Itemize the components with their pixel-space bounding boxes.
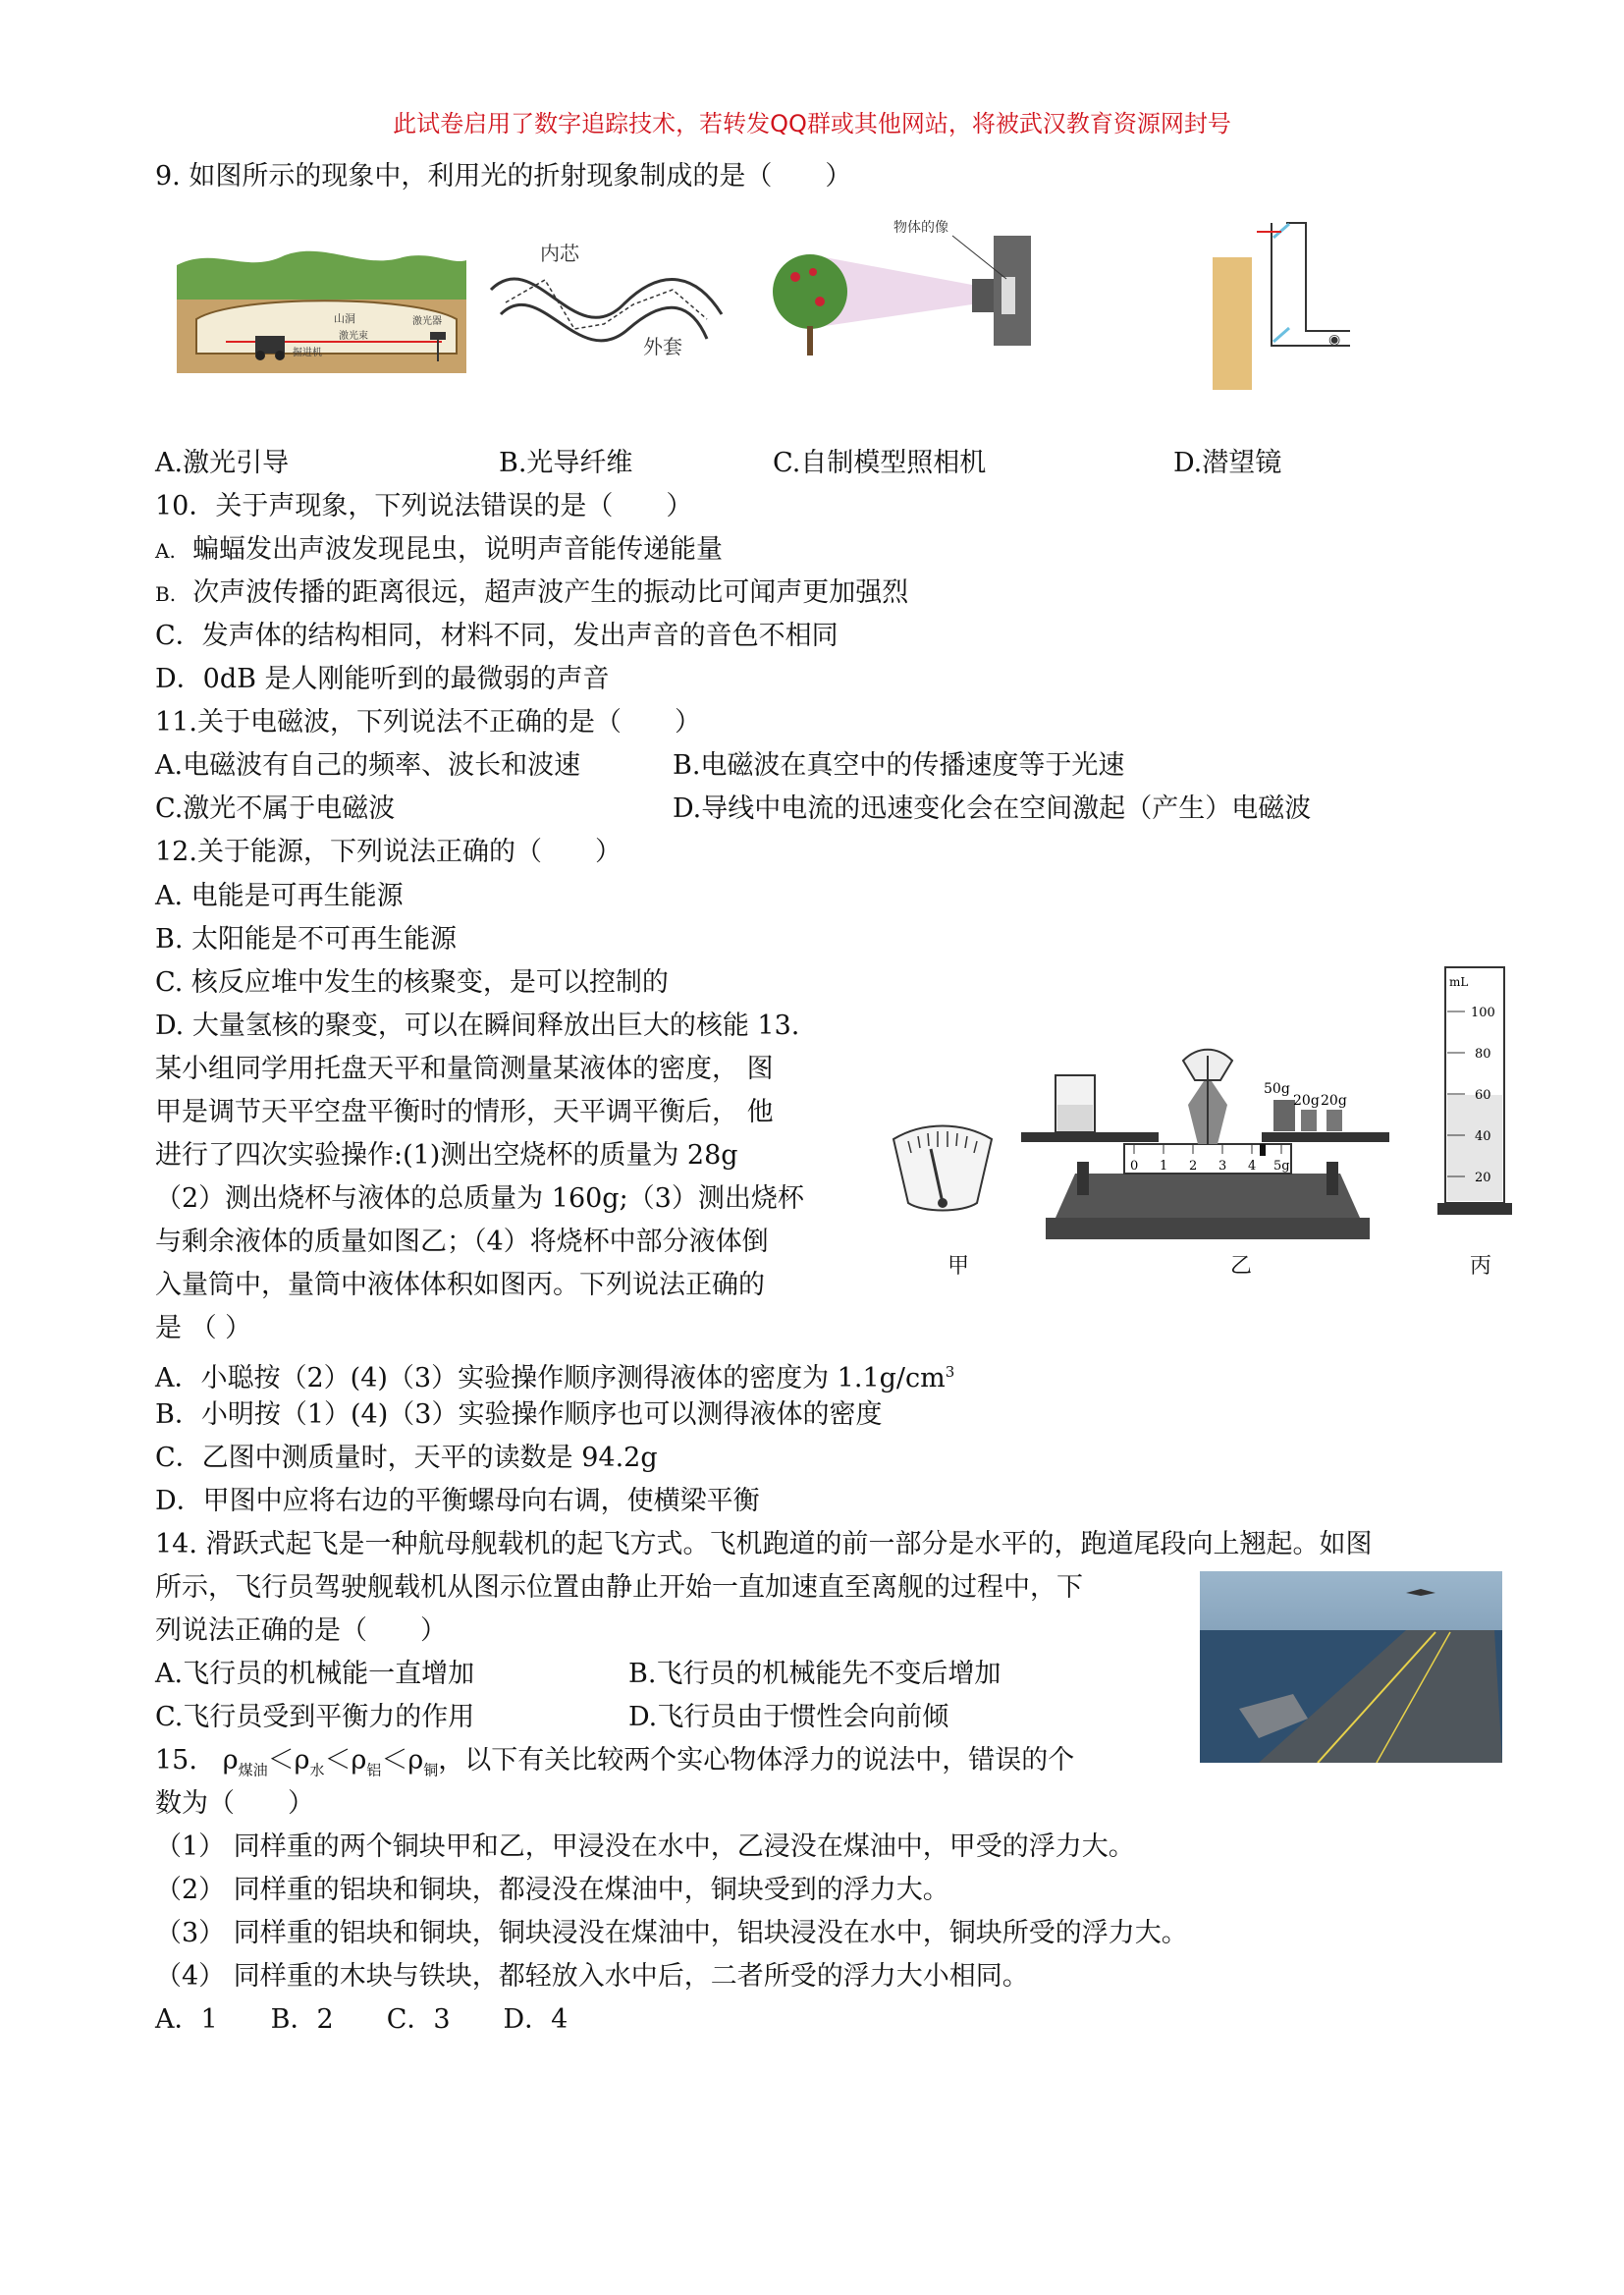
- graduated-cylinder-figure: [1435, 962, 1514, 1228]
- q11-stem: 11.关于电磁波，下列说法不正确的是（ ）: [155, 707, 701, 738]
- q11-option-c: C.激光不属于电磁波: [155, 793, 396, 824]
- q10-option-c: C．发声体的结构相同，材料不同，发出声音的音色不相同: [155, 621, 839, 651]
- q13-option-c: C．乙图中测质量时，天平的读数是 94.2g: [155, 1443, 658, 1473]
- rho-coal-oil: ρ: [222, 1745, 239, 1776]
- tracking-warning-banner: 此试卷启用了数字追踪技术，若转发QQ群或其他网站，将被武汉教育资源网封号: [393, 110, 1231, 137]
- q15-stem-line-2: 数为（ ）: [155, 1788, 314, 1819]
- rho-copper-sub: 铜: [423, 1761, 439, 1779]
- ruler-tick-3: 3: [1218, 1159, 1227, 1174]
- q9-stem: 9. 如图所示的现象中，利用光的折射现象制成的是（ ）: [155, 161, 852, 191]
- q13-option-d: D．甲图中应将右边的平衡螺母向右调，使横梁平衡: [155, 1486, 760, 1516]
- q15-statement-3: （3） 同样重的铝块和铜块，铜块浸没在煤油中，铝块浸没在水中，铜块所受的浮力大。: [155, 1918, 1188, 1948]
- q10-option-d: D．0dB 是人刚能听到的最微弱的声音: [155, 664, 610, 694]
- q11-option-b: B.电磁波在真空中的传播速度等于光速: [673, 750, 1125, 781]
- balance-pointer-figure: [884, 1120, 1001, 1237]
- laser-device-shape: [430, 332, 446, 340]
- q14-stem-line-3: 列说法正确的是（ ）: [155, 1615, 447, 1646]
- q15-statement-1: （1） 同样重的两个铜块甲和乙，甲浸没在水中，乙浸没在煤油中，甲受的浮力大。: [155, 1831, 1135, 1862]
- q10-option-b-text: 次声波传播的距离很远，超声波产生的振动比可闻声更加强烈: [192, 577, 909, 608]
- right-pan: [1262, 1132, 1389, 1142]
- tunnel-machine-label: 掘进机: [293, 348, 322, 358]
- q15-statement-4: （4） 同样重的木块与铁块，都轻放入水中后，二者所受的浮力大小相同。: [155, 1961, 1029, 1992]
- q14-option-c: C.飞行员受到平衡力的作用: [155, 1702, 475, 1732]
- q12-stem: 12.关于能源，下列说法正确的（ ）: [155, 837, 622, 867]
- optical-fiber-figure: [486, 236, 731, 363]
- figure-jia-label: 甲: [947, 1254, 970, 1279]
- q13-line-7: 是 （ ）: [155, 1313, 252, 1343]
- q15-stem-tail: ，以下有关比较两个实心物体浮力的说法中，错误的个: [438, 1745, 1075, 1776]
- q13-option-a-exponent: 3: [945, 1363, 955, 1381]
- q10-option-a-letter: A.: [155, 539, 176, 563]
- cylinder-tick-100: 100: [1471, 1006, 1495, 1020]
- wall-shape: [1213, 257, 1252, 390]
- q9-option-b: B.光导纤维: [499, 448, 633, 478]
- rho-coal-oil-sub: 煤油: [238, 1761, 268, 1779]
- q12-option-a: A. 电能是可再生能源: [155, 881, 404, 911]
- q14-option-b: B.飞行员的机械能先不变后增加: [628, 1659, 1001, 1689]
- rho-water: ρ: [294, 1745, 310, 1776]
- tree-shape: [773, 254, 847, 329]
- cylinder-tick-80: 80: [1475, 1047, 1491, 1062]
- less-than-3: ＜: [381, 1745, 408, 1776]
- q14-stem-line-2: 所示，飞行员驾驶舰载机从图示位置由静止开始一直加速直至离舰的过程中，下: [155, 1572, 1083, 1603]
- q13-option-b: B．小明按（1）(4)（3）实验操作顺序也可以测得液体的密度: [155, 1399, 883, 1430]
- figure-yi-label: 乙: [1230, 1254, 1253, 1279]
- less-than-2: ＜: [324, 1745, 352, 1776]
- q15-stem-line-1: [155, 1741, 1074, 1789]
- weight-50g: [1273, 1100, 1295, 1131]
- q9-option-d: D.潜望镜: [1173, 448, 1282, 478]
- aircraft-carrier-photo: [1200, 1571, 1502, 1763]
- tunnel-laser-device-label: 激光器: [412, 316, 442, 327]
- q13-line-1: 某小组同学用托盘天平和量筒测量某液体的密度， 图: [155, 1054, 774, 1084]
- rho-copper: ρ: [407, 1745, 424, 1776]
- q13-line-5: 与剩余液体的质量如图乙；（4）将烧杯中部分液体倒: [155, 1227, 769, 1257]
- q15-number: 15.: [155, 1745, 197, 1776]
- q10-option-b: [155, 574, 908, 614]
- q10-option-a: [155, 530, 723, 571]
- q10-stem: 10．关于声现象，下列说法错误的是（ ）: [155, 491, 693, 521]
- q13-line-4: （2）测出烧杯与液体的总质量为 160g;（3）测出烧杯: [155, 1183, 804, 1214]
- q12-option-d: D. 大量氢核的聚变，可以在瞬间释放出巨大的核能 13.: [155, 1011, 800, 1041]
- weight-20g-b: [1326, 1110, 1342, 1131]
- model-camera-figure: [766, 218, 1060, 365]
- tunnel-mountain-label: 山洞: [334, 312, 355, 325]
- ruler-tick-1: 1: [1160, 1159, 1168, 1174]
- tunnel-laser-figure: [177, 246, 466, 373]
- figure-bing-label: 丙: [1470, 1254, 1492, 1279]
- q13-line-3: 进行了四次实验操作:(1)测出空烧杯的质量为 28g: [155, 1140, 738, 1171]
- cylinder-unit-label: mL: [1449, 975, 1469, 989]
- left-pan: [1021, 1132, 1159, 1142]
- q13-line-2: 甲是调节天平空盘平衡时的情形，天平调平衡后， 他: [155, 1097, 774, 1127]
- eye-icon: ◉: [1328, 332, 1341, 348]
- q13-line-6: 入量筒中，量筒中液体体积如图丙。下列说法正确的: [155, 1270, 765, 1300]
- ruler-tick-5g: 5g: [1273, 1159, 1290, 1174]
- rho-water-sub: 水: [309, 1761, 325, 1779]
- rho-aluminum: ρ: [351, 1745, 367, 1776]
- periscope-figure: [1213, 218, 1360, 390]
- q14-option-d: D.飞行员由于惯性会向前倾: [628, 1702, 949, 1732]
- weight-50g-label: 50g: [1264, 1081, 1290, 1097]
- q13-option-a-text: A．小聪按（2）(4)（3）实验操作顺序测得液体的密度为 1.1g/cm: [155, 1363, 946, 1393]
- q10-option-b-letter: B.: [155, 582, 177, 606]
- q12-option-b: B. 太阳能是不可再生能源: [155, 924, 458, 955]
- q13-option-a: [155, 1352, 954, 1398]
- ruler-tick-4: 4: [1248, 1159, 1257, 1174]
- q11-option-a: A.电磁波有自己的频率、波长和波速: [155, 750, 581, 781]
- ruler-tick-2: 2: [1189, 1159, 1198, 1174]
- weight-20g-a: [1301, 1110, 1317, 1131]
- q15-options: A．1 B．2 C．3 D．4: [155, 2004, 568, 2035]
- q14-stem-line-1: 14. 滑跃式起飞是一种航母舰载机的起飞方式。飞机跑道的前一部分是水平的，跑道尾段向上翘起。如图: [155, 1529, 1373, 1559]
- q10-option-a-text: 蝙蝠发出声波发现昆虫，说明声音能传递能量: [191, 534, 723, 565]
- fiber-core-label: 内芯: [540, 242, 579, 265]
- ruler-tick-0: 0: [1130, 1159, 1139, 1174]
- balance-figure: [1006, 1046, 1409, 1242]
- weight-20g-label-a: 20g: [1293, 1093, 1320, 1109]
- q9-option-c: C.自制模型照相机: [773, 448, 987, 478]
- q15-statement-2: （2） 同样重的铝块和铜块，都浸没在煤油中，铜块受到的浮力大。: [155, 1875, 949, 1905]
- less-than-1: ＜: [267, 1745, 295, 1776]
- cylinder-tick-60: 60: [1475, 1088, 1491, 1103]
- camera-image-label: 物体的像: [893, 220, 948, 236]
- balance-beam-ruler: [1124, 1144, 1291, 1174]
- rider-shape: [1260, 1144, 1266, 1156]
- weight-20g-label-b: 20g: [1321, 1093, 1347, 1109]
- cylinder-tick-40: 40: [1475, 1129, 1491, 1144]
- fiber-cladding-label: 外套: [643, 335, 682, 358]
- rho-aluminum-sub: 铝: [366, 1761, 382, 1779]
- cylinder-tick-20: 20: [1475, 1171, 1491, 1185]
- q12-option-c: C. 核反应堆中发生的核聚变，是可以控制的: [155, 967, 669, 998]
- tunnel-laser-beam-label: 激光束: [339, 331, 368, 342]
- q14-option-a: A.飞行员的机械能一直增加: [155, 1659, 475, 1689]
- q11-option-d: D.导线中电流的迅速变化会在空间激起（产生）电磁波: [673, 793, 1312, 824]
- q9-option-a: A.激光引导: [155, 448, 290, 478]
